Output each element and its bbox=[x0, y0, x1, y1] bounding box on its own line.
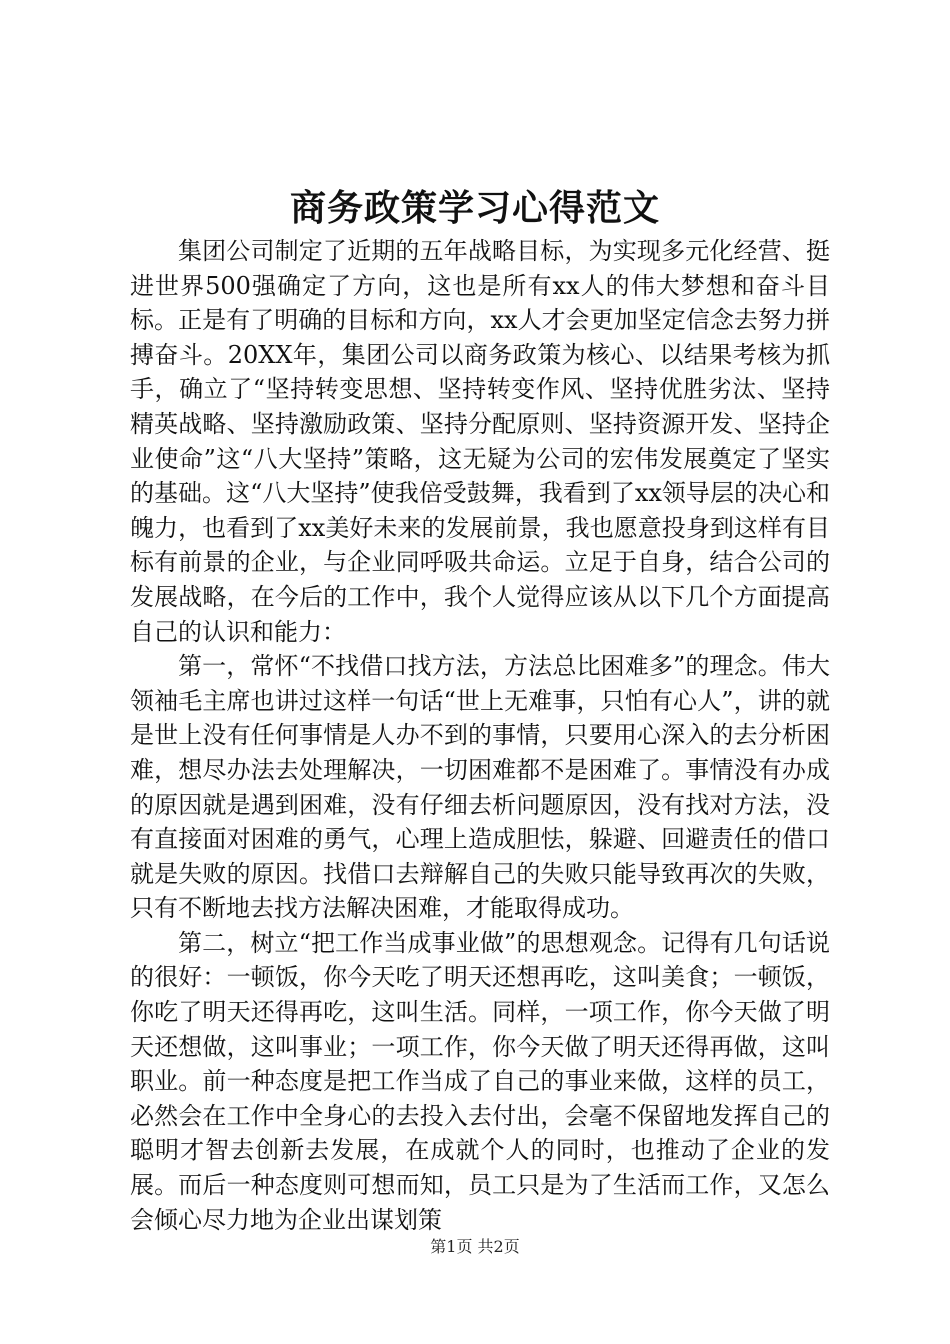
paragraph-first-point: 第一，常怀“不找借口找方法，方法总比困难多”的理念。伟大领袖毛主席也讲过这样一句话“世上无难事，只怕有心人”，讲的就是世上没有任何事情是人办不到的事情，只要用心深入的去分析困难，想尽办法去处理解决，一切困难都不是困难了。事情没有办成的原因就是遇到困难，没有仔细去析问题原因，没有找对方法，没有直接面对困难的勇气，心理上造成胆怯，躲避、回避责任的借口就是失败的原因。找借口去辩解自己的失败只能导致再次的失败，只有不断地去找方法解决困难，才能取得成功。 bbox=[130, 652, 830, 923]
paragraph-second-point: 第二，树立“把工作当成事业做”的思想观念。记得有几句话说的很好：一顿饭，你今天吃了明天还想再吃，这叫美食；一顿饭，你吃了明天还得再吃，这叫生活。同样，一项工作，你今天做了明天还想做，这叫事业；一项工作，你今天做了明天还得再做，这叫职业。前一种态度是把工作当成了自己的事业来做，这样的员工，必然会在工作中全身心的去投入去付出，会毫不保留地发挥自己的聪明才智去创新去发展，在成就个人的同时，也推动了企业的发展。而后一种态度则可想而知，员工只是为了生活而工作，又怎么会倾心尽力地为企业出谋划策 bbox=[130, 928, 830, 1234]
paragraph-intro: 集团公司制定了近期的五年战略目标，为实现多元化经营、挺进世界500强确定了方向，这也是所有xx人的伟大梦想和奋斗目标。正是有了明确的目标和方向，xx人才会更加坚定信念去努力拼搏奋斗。20XX年，集团公司以商务政策为核心、以结果考核为抓手，确立了“坚持转变思想、坚持转变作风、坚持优胜劣汰、坚持精英战略、坚持激励政策、坚持分配原则、坚持资源开发、坚持企业使命”这“八大坚持”策略，这无疑为公司的宏伟发展奠定了坚实的基础。这“八大坚持”使我倍受鼓舞，我看到了xx领导层的决心和魄力，也看到了xx美好未来的发展前景，我也愿意投身到这样有目标有前景的企业，与企业同呼吸共命运。立足于自身，结合公司的发展战略，在今后的工作中，我个人觉得应该从以下几个方面提高自己的认识和能力： bbox=[130, 237, 830, 646]
document-title: 商务政策学习心得范文 bbox=[289, 187, 660, 229]
page-number-footer: 第1页 共2页 bbox=[430, 1237, 520, 1256]
document-body bbox=[130, 234, 830, 1237]
